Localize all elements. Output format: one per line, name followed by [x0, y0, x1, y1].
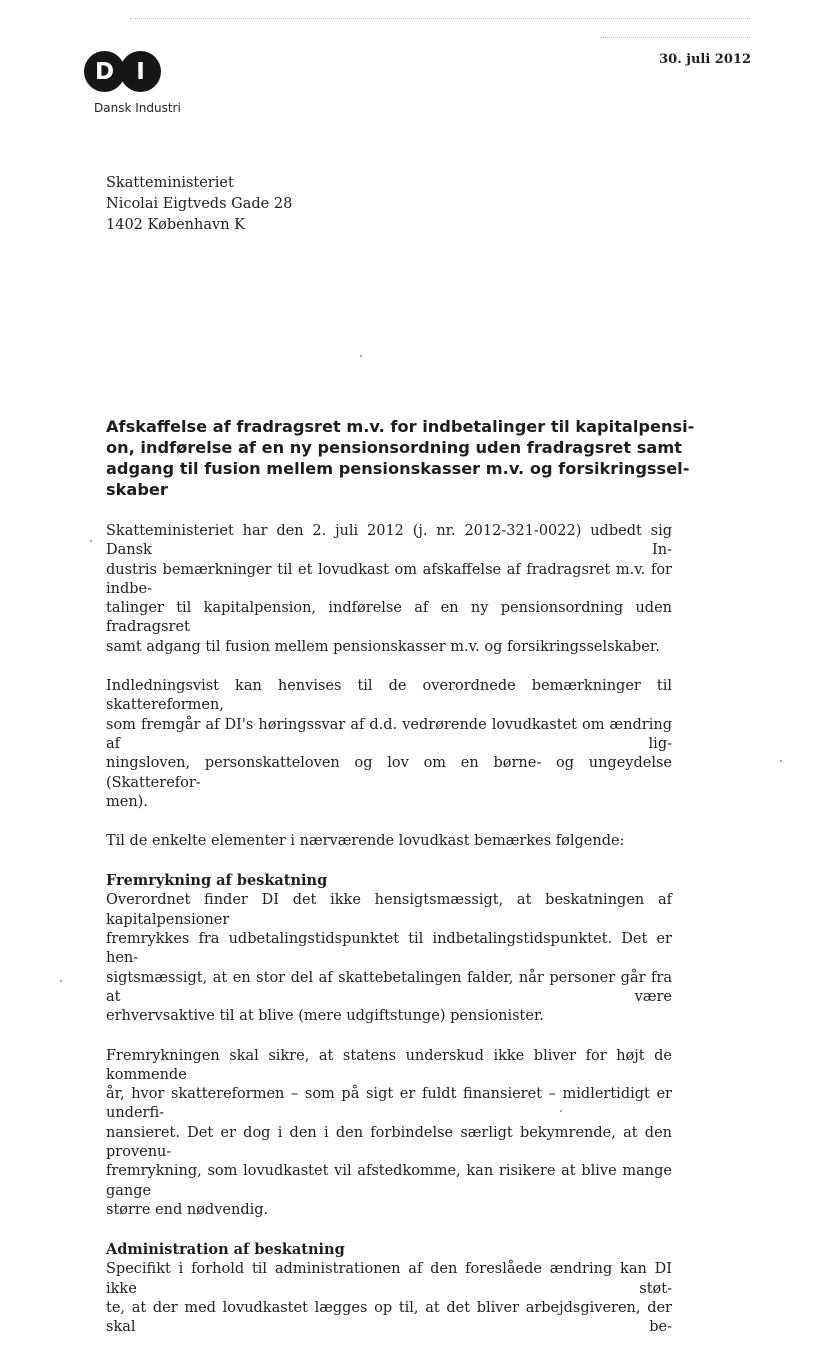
- paragraph-reference: [106, 677, 672, 812]
- scan-artifact-line: [130, 18, 750, 19]
- scan-artifact-line: [600, 37, 750, 38]
- logo-circle-d: D: [84, 51, 125, 92]
- recipient-street: Nicolai Eigtveds Gade 28: [106, 196, 293, 212]
- heading-line: adgang til fusion mellem pensionskasser m.v. og forsikringssel-: [106, 459, 690, 478]
- di-logo: [84, 51, 181, 115]
- text-line: dustris bemærkninger til et lovudkast om afskaffelse af fradragsret m.v. for indbe-: [106, 561, 672, 597]
- scan-speck: [60, 980, 62, 982]
- logo-circle-i: I: [120, 51, 161, 92]
- letter-date: 30. juli 2012: [659, 52, 751, 67]
- text-line: Overordnet finder DI det ikke hensigtsmæssigt, at beskatningen af kapitalpensioner: [106, 892, 672, 928]
- text-line: som fremgår af DI's høringssvar af d.d. vedrørende lovudkastet om ændring af lig-: [106, 716, 672, 752]
- paragraph-fremrykning-1: [106, 891, 672, 1026]
- text-line: sigtsmæssigt, at en stor del af skattebetalingen falder, når personer går fra at være: [106, 969, 672, 1005]
- scan-speck: [360, 355, 362, 357]
- recipient-address: [106, 173, 292, 236]
- text-line: Fremrykningen skal sikre, at statens underskud ikke bliver for højt de kommende: [106, 1047, 672, 1083]
- letter-body: [106, 416, 695, 1357]
- recipient-city: 1402 København K: [106, 217, 245, 233]
- text-line: fremrykning, som lovudkastet vil afstedkomme, kan risikere at blive mange gange: [106, 1163, 672, 1199]
- paragraph-administration: [106, 1260, 672, 1337]
- heading-line: skaber: [106, 480, 168, 499]
- text-line: nansieret. Det er dog i den i den forbindelse særligt bekymrende, at den provenu-: [106, 1124, 672, 1161]
- text-line: men).: [106, 793, 148, 810]
- recipient-name: Skatteministeriet: [106, 175, 234, 191]
- heading-line: on, indførelse af en ny pensionsordning uden fradragsret samt: [106, 438, 682, 457]
- text-line: Indledningsvist kan henvises til de overordnede bemærkninger til skattereformen,: [106, 678, 672, 714]
- letter-heading: [106, 416, 695, 500]
- text-line: erhvervsaktive til at blive (mere udgiftstunge) pensionister.: [106, 1008, 544, 1025]
- text-line: større end nødvendig.: [106, 1201, 269, 1218]
- text-line: Skatteministeriet har den 2. juli 2012 (j. nr. 2012-321-0022) udbedt sig Dansk In-: [106, 523, 672, 559]
- text-line: fremrykkes fra udbetalingstidspunktet til indbetalingstidspunktet. Det er hen-: [106, 931, 672, 967]
- logo-mark: [84, 51, 164, 93]
- scan-speck: [560, 1110, 562, 1112]
- text-line: ningsloven, personskatteloven og lov om en børne- og ungeydelse (Skatterefor-: [106, 755, 672, 791]
- paragraph-elements: [106, 832, 672, 851]
- organization-name: Dansk Industri: [94, 101, 181, 115]
- text-line: år, hvor skattereformen – som på sigt er fuldt finansieret – midlertidigt er underfi-: [106, 1086, 672, 1122]
- heading-line: Afskaffelse af fradragsret m.v. for indbetalinger til kapitalpensi-: [106, 417, 695, 436]
- text-line: samt adgang til fusion mellem pensionskasser m.v. og forsikringsselskaber.: [106, 638, 660, 655]
- text-line: te, at der med lovudkastet lægges op til, at det bliver arbejdsgiveren, der skal be-: [106, 1299, 672, 1336]
- paragraph-intro: [106, 522, 672, 657]
- text-line: Specifikt i forhold til administrationen af den foreslåede ændring kan DI ikke støt-: [106, 1261, 672, 1297]
- text-line: Til de enkelte elementer i nærværende lovudkast bemærkes følgende:: [106, 833, 625, 850]
- scan-speck: [780, 760, 782, 762]
- paragraph-fremrykning-2: [106, 1047, 672, 1221]
- scan-speck: [90, 540, 92, 542]
- section-title-fremrykning: Fremrykning af beskatning: [106, 872, 328, 890]
- text-line: talinger til kapitalpension, indførelse af en ny pensionsordning uden fradragsret: [106, 600, 672, 636]
- section-title-administration: Administration af beskatning: [106, 1241, 345, 1259]
